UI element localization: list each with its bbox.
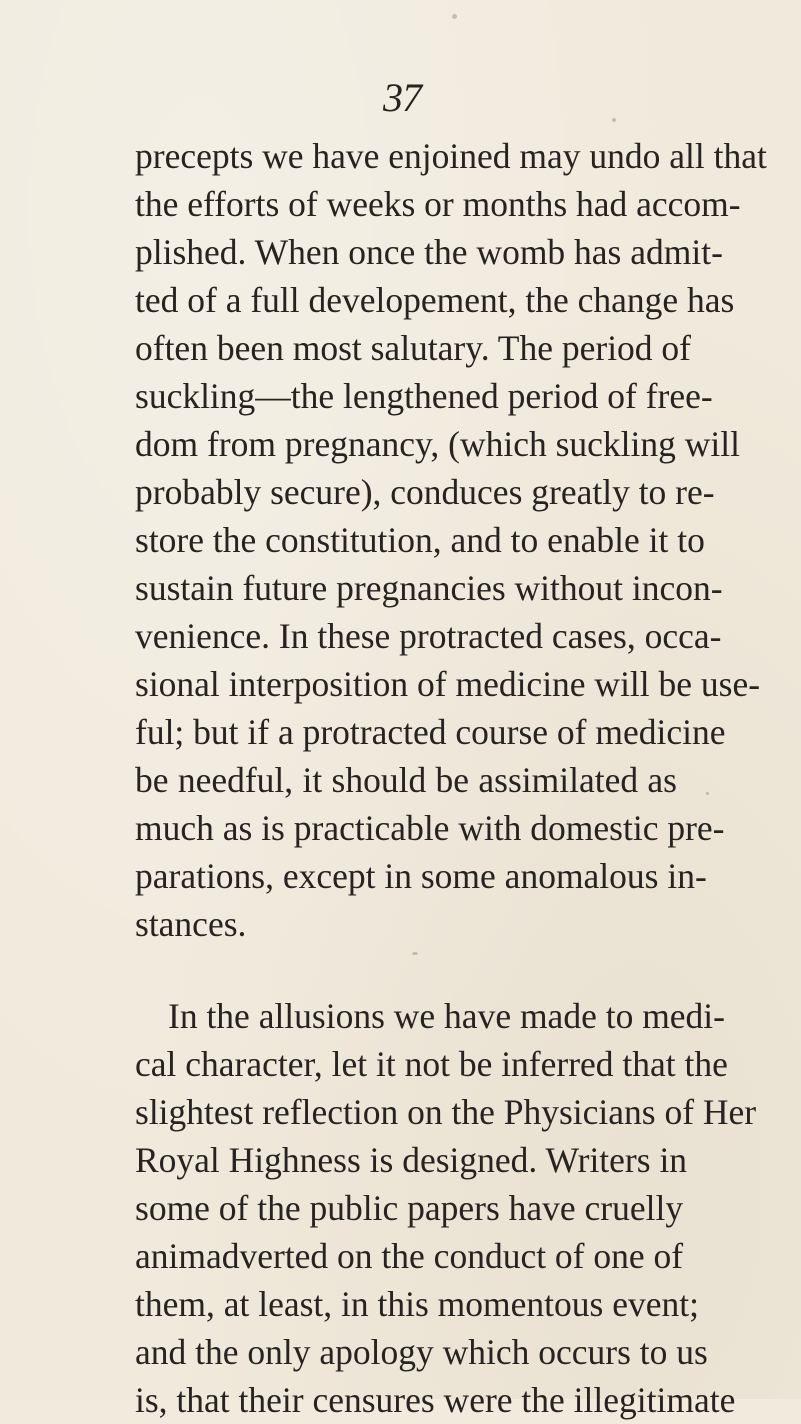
text-line: In the allusions we have made to medi-	[168, 996, 725, 1036]
text-line: suckling—the lengthened period of free-	[135, 376, 713, 416]
text-line: often been most salutary. The period of	[135, 328, 692, 368]
text-line: is, that their censures were the illegitimate	[135, 1380, 736, 1420]
text-line: ted of a full developement, the change has	[135, 280, 735, 320]
paper-speck	[412, 952, 418, 955]
text-line: animadverted on the conduct of one of	[135, 1236, 684, 1276]
text-line: sustain future pregnancies without incon-	[135, 568, 723, 608]
page-number: 37	[383, 75, 421, 120]
text-line: much as is practicable with domestic pre-	[135, 808, 725, 848]
text-line: precepts we have enjoined may undo all that	[135, 136, 767, 176]
text-line: the efforts of weeks or months had accom-	[135, 184, 741, 224]
text-line: venience. In these protracted cases, occa-	[135, 616, 722, 656]
text-line: ful; but if a protracted course of medicine	[135, 712, 726, 752]
text-line: plished. When once the womb has admit-	[135, 232, 723, 272]
text-line: parations, except in some anomalous in-	[135, 856, 707, 896]
text-line: some of the public papers have cruelly	[135, 1188, 684, 1228]
text-line: stances.	[135, 904, 247, 944]
text-line: store the constitution, and to enable it to	[135, 520, 705, 560]
paper-speck	[612, 118, 616, 122]
text-line: sional interposition of medicine will be use-	[135, 664, 761, 704]
text-line: slightest reflection on the Physicians of Her	[135, 1092, 757, 1132]
paper-speck	[706, 792, 709, 795]
text-line: Royal Highness is designed. Writers in	[135, 1140, 688, 1180]
text-line: be needful, it should be assimilated as	[135, 760, 677, 800]
text-line: cal character, let it not be inferred that the	[135, 1044, 728, 1084]
text-line: them, at least, in this momentous event;	[135, 1284, 699, 1324]
text-line: and the only apology which occurs to us	[135, 1332, 708, 1372]
paper-speck	[452, 14, 457, 19]
text-line: probably secure), conduces greatly to re-	[135, 472, 715, 512]
text-line: dom from pregnancy, (which suckling will	[135, 424, 741, 464]
